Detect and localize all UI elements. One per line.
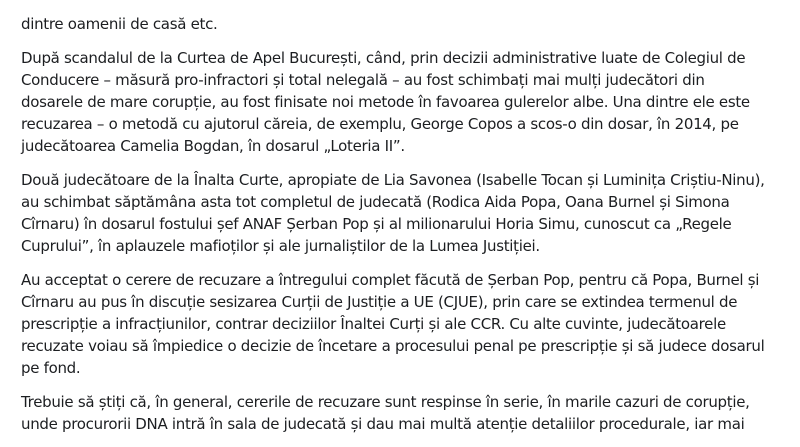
paragraph-line: Conducere – măsură pro-infractori și total nelegală – au fost schimbați mai mulți judecători din [21,71,705,89]
paragraph-line: dintre oamenii de casă etc. [21,15,218,33]
article-paragraph [21,391,800,435]
article-paragraph [21,169,800,257]
paragraph-line: Cîrnaru) în dosarul fostului șef ANAF Șerban Pop și al milionarului Horia Simu, cunoscut ca „Regele [21,215,732,233]
paragraph-line: au schimbat săptămâna asta tot completul de judecată (Rodica Aida Popa, Oana Burnel și Simona [21,193,730,211]
article-paragraph [21,0,800,35]
paragraph-line: Cîrnaru au pus în discuție sesizarea Curții de Justiție a UE (CJUE), prin care se extindea termenul de [21,293,738,311]
paragraph-line: După scandalul de la Curtea de Apel București, când, prin decizii administrative luate de Colegiul de [21,49,746,67]
paragraph-line: judecătoarea Camelia Bogdan, în dosarul „Loteria II”. [21,137,405,155]
paragraph-line: recuzarea – o metodă cu ajutorul căreia, de exemplu, George Copos a scos-o din dosar, în 2014, pe [21,115,739,133]
paragraph-line: dosarele de mare corupție, au fost finisate noi metode în favoarea gulerelor albe. Una dintre ele este [21,93,750,111]
article-paragraph [21,269,800,379]
paragraph-line: unde procurorii DNA intră în sala de judecată și dau mai multă atenție detaliilor procedurale, iar mai [21,415,745,433]
paragraph-line: Au acceptat o cerere de recuzare a întregului complet făcută de Șerban Pop, pentru că Popa, Burnel și [21,271,760,289]
paragraph-line: Cuprului”, în aplauzele mafioților și ale jurnaliștilor de la Lumea Justiției. [21,237,540,255]
paragraph-line: pe fond. [21,359,81,377]
paragraph-line [21,0,800,13]
paragraph-line: prescripție a infracțiunilor, contrar deciziilor Înaltei Curți și ale CCR. Cu alte cuvinte, judecătoarele [21,315,726,333]
paragraph-line: Trebuie să știți că, în general, cererile de recuzare sunt respinse în serie, în marile cazuri de corupție, [21,393,750,411]
article-paragraph [21,47,800,157]
paragraph-line: Două judecătoare de la Înalta Curte, apropiate de Lia Savonea (Isabelle Tocan și Luminița Criștiu-Ninu), [21,171,765,189]
paragraph-line: recuzate voiau să împiedice o decizie de încetare a procesului penal pe prescripție și să judece dosarul [21,337,765,355]
